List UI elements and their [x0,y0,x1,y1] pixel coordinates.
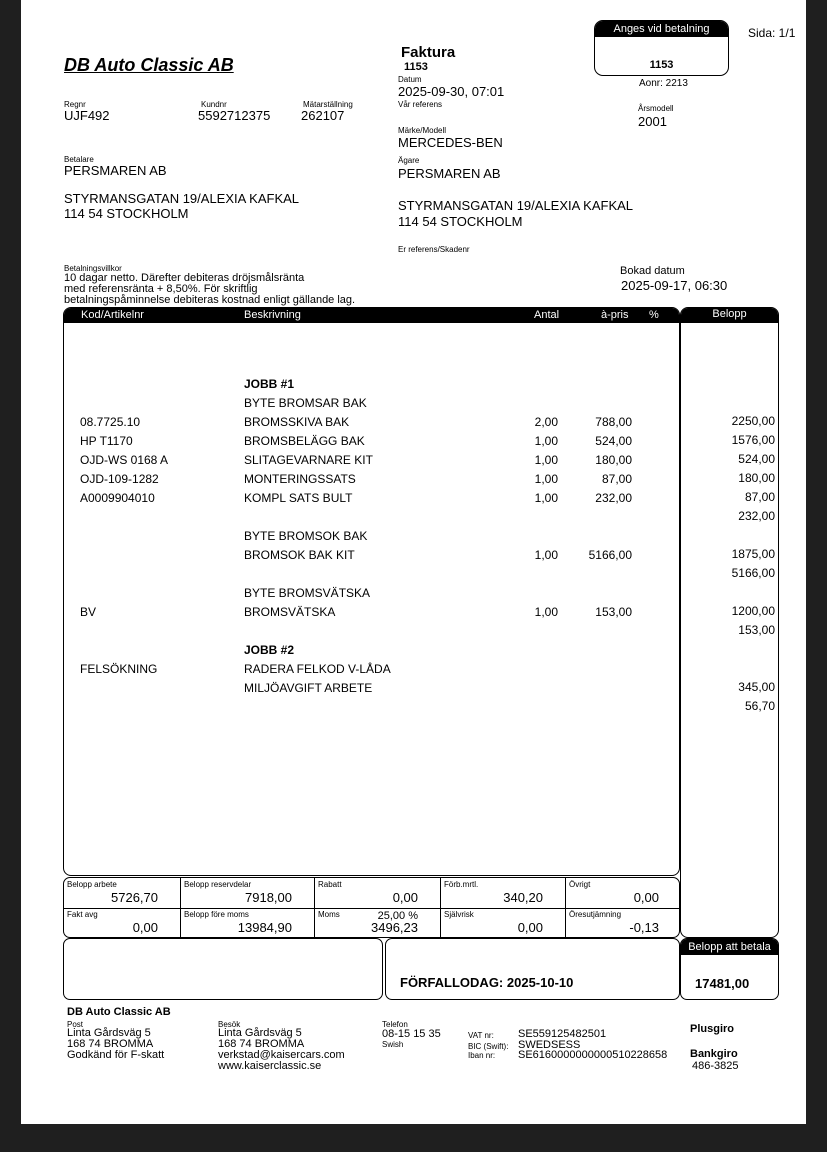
table-row [64,510,680,529]
totals-value: -0,13 [629,920,659,935]
item-quantity: 1,00 [534,548,558,562]
page-number: Sida: 1/1 [748,26,796,40]
item-description: BYTE BROMSAR BAK [244,396,367,410]
totals-cell-deductible [441,908,566,938]
footer-post-line: 168 74 BROMMA [67,1038,154,1050]
footer-iban: SE6160000000000510228658 [518,1049,668,1061]
footer-phone-label: Telefon [382,1020,408,1029]
header-percent: % [649,309,659,321]
payer-label: Betalare [64,155,94,164]
header-code: Kod/Artikelnr [81,309,144,321]
regnr: UJF492 [64,108,110,123]
model: MERCEDES-BEN [398,135,503,150]
invoice-date: 2025-09-30, 07:01 [398,84,505,99]
item-amount: 180,00 [738,471,775,485]
payment-terms-line: med referensränta + 8,50%. För skriftlig [64,283,258,295]
payment-reference-number: 1153 [649,59,674,71]
footer-visit-label: Besök [218,1020,241,1029]
footer-plusgiro-label: Plusgiro [690,1023,735,1035]
header-description: Beskrivning [244,309,301,321]
totals-label: Belopp före moms [184,910,249,919]
item-amount: 524,00 [738,452,775,466]
footer-bic: SWEDSESS [518,1039,581,1051]
payment-terms-text [64,273,355,306]
item-quantity: 1,00 [534,453,558,467]
items-table-header [64,308,679,323]
item-description: JOBB #2 [244,643,295,657]
item-amount: 2250,00 [731,414,775,428]
item-quantity: 1,00 [534,472,558,486]
item-unit-price: 5166,00 [588,548,632,562]
item-amount: 153,00 [738,623,775,637]
company-name: DB Auto Classic AB [64,55,234,75]
item-description: BROMSBELÄGG BAK [244,434,365,448]
totals-value: 13984,90 [237,920,292,935]
totals-value: 0,00 [132,920,158,935]
item-quantity: 1,00 [534,491,558,505]
item-unit-price: 153,00 [595,605,632,619]
totals-value: 0,00 [633,890,659,905]
totals-value: 7918,00 [245,890,292,905]
table-row [64,548,680,567]
regnr-label: Regnr [64,100,86,109]
item-description: BROMSVÄTSKA [244,605,336,619]
footer-bankgiro: 486-3825 [692,1060,739,1072]
header-quantity: Antal [534,309,560,321]
item-description: BYTE BROMSVÄTSKA [244,586,371,600]
invoice-page [21,0,806,1124]
footer-bankgiro-label: Bankgiro [690,1048,738,1060]
item-code: OJD-WS 0168 A [80,453,169,467]
header-amount: Belopp [681,308,778,323]
table-row [64,567,680,586]
owner-address-line1: STYRMANSGATAN 19/ALEXIA KAFKAL [398,198,634,213]
totals-value: 0,00 [517,920,543,935]
owner-name: PERSMAREN AB [398,166,501,181]
totals-label: Övrigt [569,880,591,889]
footer-post-line: Linta Gårdsväg 5 [67,1027,151,1039]
invoice-number: 1153 [404,61,428,73]
footer-email: verkstad@kaisercars.com [218,1049,345,1061]
footer-visit-line: Linta Gårdsväg 5 [218,1027,302,1039]
item-code: 08.7725.10 [80,415,141,429]
totals-cell-invoice-fee [64,908,181,938]
item-description: BYTE BROMSOK BAK [244,529,368,543]
totals-label: Belopp reservdelar [184,880,252,889]
payer-address-line2: 114 54 STOCKHOLM [64,206,189,221]
item-amount: 1200,00 [731,604,775,618]
footer-vat-label: VAT nr: [468,1031,494,1040]
mileage-label: Mätarställning [303,100,353,109]
footer-visit [218,1028,345,1072]
table-row [64,377,680,396]
table-row [64,415,680,434]
footer-bic-label: BIC (Swift): [468,1042,509,1051]
item-unit-price: 232,00 [595,491,632,505]
footer-company: DB Auto Classic AB [67,1006,171,1018]
footer-swish: Swish [382,1040,404,1049]
item-amount: 1875,00 [731,547,775,561]
footer-phone: 08-15 15 35 [382,1028,441,1040]
item-description: RADERA FELKOD V-LÅDA [244,662,391,676]
totals-value: 0,00 [392,890,418,905]
model-label: Märke/Modell [398,126,447,135]
table-row [64,605,680,624]
year-label: Årsmodell [638,104,674,113]
mileage: 262107 [301,108,345,123]
invoice-title: Faktura [401,44,456,61]
footer-post [67,1028,164,1061]
vat-rate: 25,00 % [377,910,418,922]
table-row [64,396,680,415]
table-row [64,472,680,491]
due-date: FÖRFALLODAG: 2025-10-10 [400,975,574,990]
totals-cell-rounding [566,908,680,938]
totals-cell-vat [315,908,441,938]
items-table [63,307,680,876]
payment-terms-line: betalningspåminnelse debiteras kostnad enligt gällande lag. [64,294,356,306]
footer-iban-label: Iban nr: [468,1051,496,1060]
table-row [64,681,680,700]
item-code: OJD-109-1282 [80,472,159,486]
totals-cell-other [566,878,680,908]
totals-label: Öresutjämning [569,910,622,919]
table-row [64,624,680,643]
item-code: FELSÖKNING [80,662,158,676]
totals-value: 340,20 [503,890,543,905]
amount-to-pay-box [680,938,779,1000]
table-row [64,586,680,605]
footer-website: www.kaiserclassic.se [218,1060,322,1072]
table-row [64,643,680,662]
item-unit-price: 524,00 [595,434,632,448]
item-amount: 232,00 [738,509,775,523]
kundnr-label: Kundnr [201,100,227,109]
payment-terms-label: Betalningsvillkor [64,264,122,273]
totals-label: Rabatt [318,880,342,889]
totals-cell-materials [441,878,566,908]
item-quantity: 1,00 [534,434,558,448]
totals-value: 5726,70 [111,890,158,905]
footer-post-label: Post [67,1020,84,1029]
header-unit-price: à-pris [601,309,629,321]
year: 2001 [638,114,667,129]
totals-label: Moms [318,910,340,919]
totals-cell-amount-labor [64,878,181,908]
item-description: MONTERINGSSATS [244,472,356,486]
our-reference-label: Vår referens [398,100,443,109]
aonr: Aonr: 2213 [639,78,688,89]
item-description: SLITAGEVARNARE KIT [244,453,373,467]
item-description: BROMSOK BAK KIT [244,548,355,562]
table-row [64,529,680,548]
item-quantity: 2,00 [534,415,558,429]
item-description: JOBB #1 [244,377,295,391]
payment-terms-line: 10 dagar netto. Därefter debiteras dröjsmålsränta [64,272,305,284]
item-description: KOMPL SATS BULT [244,491,353,505]
item-amount: 56,70 [744,699,775,713]
item-description: BROMSSKIVA BAK [244,415,350,429]
owner-label: Ägare [398,156,420,165]
item-unit-price: 87,00 [601,472,632,486]
totals-label: Fakt avg [67,910,98,919]
payment-reference-box [594,20,729,76]
item-amount: 345,00 [738,680,775,694]
totals-cell-amount-before-vat [181,908,315,938]
table-row [64,491,680,510]
date-label: Datum [398,75,422,84]
table-row [64,453,680,472]
due-date-box [385,938,680,1000]
item-code: A0009904010 [80,491,155,505]
owner-address-line2: 114 54 STOCKHOLM [398,214,523,229]
footer-visit-line: 168 74 BROMMA [218,1038,305,1050]
footer-vat: SE559125482501 [518,1028,607,1040]
table-row [64,662,680,681]
table-row [64,434,680,453]
booked-date: 2025-09-17, 06:30 [621,278,728,293]
totals-value: 3496,23 [371,920,418,935]
totals-cell-amount-parts [181,878,315,908]
payment-reference-label: Anges vid betalning [595,21,728,37]
item-unit-price: 180,00 [595,453,632,467]
booked-date-label: Bokad datum [620,265,685,277]
item-code: HP T1170 [80,434,133,448]
amount-to-pay-label: Belopp att betala [681,939,778,955]
item-unit-price: 788,00 [595,415,632,429]
payer-address-line1: STYRMANSGATAN 19/ALEXIA KAFKAL [64,191,300,206]
kundnr: 5592712375 [198,108,271,123]
item-description: MILJÖAVGIFT ARBETE [244,681,373,695]
amount-to-pay: 17481,00 [695,976,750,991]
amount-column [680,307,779,938]
footer-post-line: Godkänd för F-skatt [67,1049,165,1061]
item-amount: 5166,00 [731,566,775,580]
totals-box [63,877,680,938]
totals-label: Förb.mrtl. [444,880,479,889]
item-code: BV [80,605,97,619]
item-quantity: 1,00 [534,605,558,619]
item-amount: 87,00 [744,490,775,504]
your-reference-label: Er referens/Skadenr [398,245,470,254]
payer-name: PERSMAREN AB [64,163,167,178]
totals-label: Belopp arbete [67,880,117,889]
item-amount: 1576,00 [731,433,775,447]
notes-box [63,938,383,1000]
totals-label: Självrisk [444,910,474,919]
totals-cell-discount [315,878,441,908]
